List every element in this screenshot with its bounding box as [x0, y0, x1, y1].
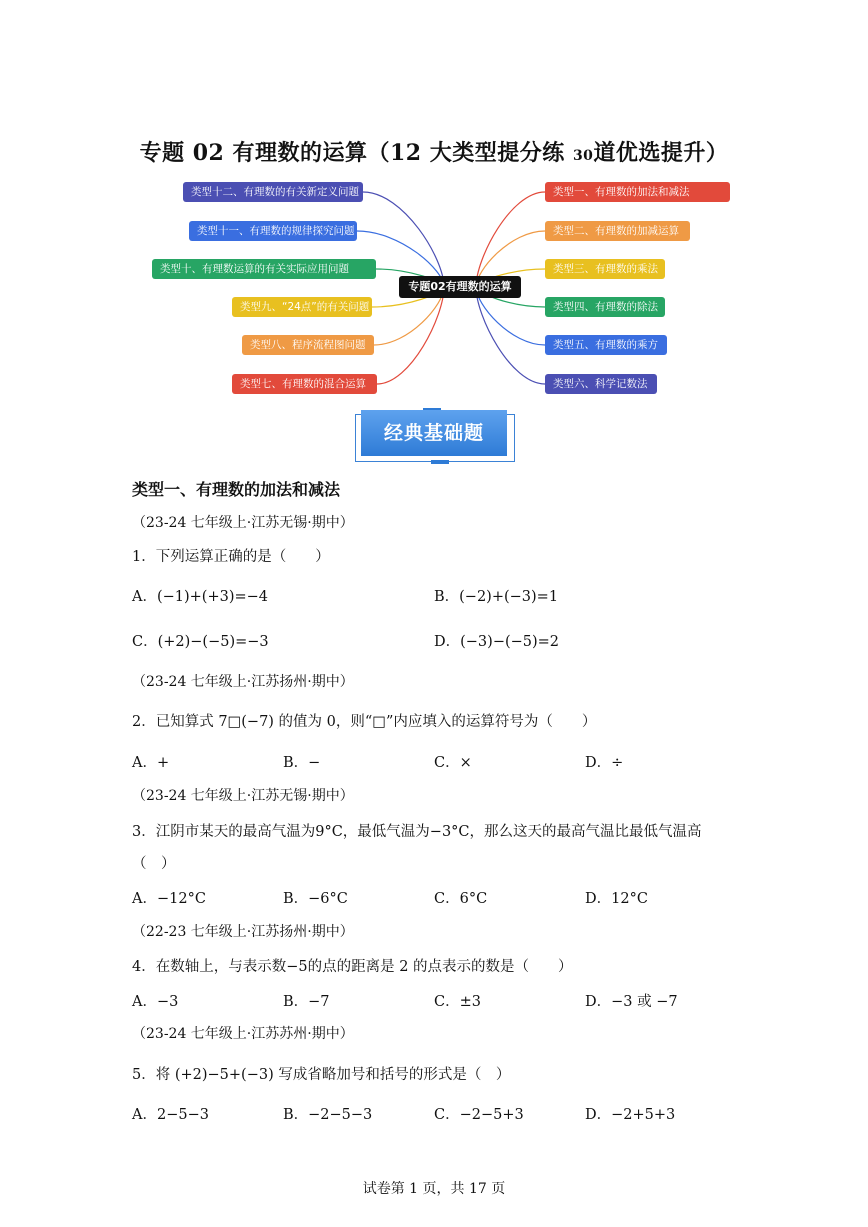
question-stem: 5．将 (+2)−5+(−3) 写成省略加号和括号的形式是（ ）	[132, 1067, 511, 1083]
option-d: D．÷	[585, 755, 624, 771]
question-source: （23-24 七年级上·江苏苏州·期中）	[132, 1026, 354, 1042]
option-c: C．±3	[434, 994, 481, 1010]
mind-map-center: 专题02有理数的运算	[399, 276, 521, 298]
page-title	[0, 136, 868, 167]
question-source: （23-24 七年级上·江苏无锡·期中）	[132, 515, 354, 531]
option-a: A．2−5−3	[132, 1107, 209, 1123]
option-b: B．(−2)+(−3)=1	[434, 589, 559, 605]
question-source: （23-24 七年级上·江苏扬州·期中）	[132, 674, 354, 690]
option-b: B．−	[283, 755, 321, 771]
mind-map-node-left-3: 类型十、有理数运算的有关实际应用问题	[152, 259, 376, 279]
mind-map-node-right-5: 类型五、有理数的乘方	[545, 335, 667, 355]
question-source: （23-24 七年级上·江苏无锡·期中）	[132, 788, 354, 804]
option-a: A．(−1)+(+3)=−4	[132, 589, 269, 605]
option-c: C．×	[434, 755, 472, 771]
option-d: D．−3 或 −7	[585, 994, 678, 1010]
mind-map-connector-right-6	[476, 287, 545, 384]
option-a: A．−12°C	[132, 891, 206, 907]
mind-map-connector-left-6	[377, 287, 444, 384]
option-b: B．−2−5−3	[283, 1107, 373, 1123]
mind-map-node-right-4: 类型四、有理数的除法	[545, 297, 665, 317]
mind-map-node-left-2: 类型十一、有理数的规律探究问题	[189, 221, 357, 241]
option-a: A．−3	[132, 994, 179, 1010]
option-d: D．−2+5+3	[585, 1107, 676, 1123]
mind-map	[150, 178, 740, 400]
title-count: 30	[572, 148, 594, 164]
option-d: D．12°C	[585, 891, 648, 907]
mind-map-node-right-2: 类型二、有理数的加减运算	[545, 221, 690, 241]
question-stem: 4．在数轴上，与表示数−5的点的距离是 2 的点表示的数是（ ）	[132, 959, 573, 975]
option-c: C．(+2)−(−5)=−3	[132, 634, 269, 650]
question-source: （22-23 七年级上·江苏扬州·期中）	[132, 924, 354, 940]
question-stem: 2．已知算式 7□(−7) 的值为 0，则“□”内应填入的运算符号为（ ）	[132, 714, 597, 730]
mind-map-node-right-1: 类型一、有理数的加法和减法	[545, 182, 730, 202]
option-c: C．6°C	[434, 891, 488, 907]
mind-map-node-left-5: 类型八、程序流程图问题	[242, 335, 374, 355]
banner-label: 经典基础题	[361, 410, 507, 456]
mind-map-node-left-6: 类型七、有理数的混合运算	[232, 374, 377, 394]
mind-map-node-right-6: 类型六、科学记数法	[545, 374, 657, 394]
section-heading: 类型一、有理数的加法和减法	[132, 480, 341, 499]
question-stem: 3．江阴市某天的最高气温为9°C，最低气温为−3°C，那么这天的最高气温比最低气温高	[132, 824, 702, 840]
option-b: B．−7	[283, 994, 330, 1010]
option-b: B．−6°C	[283, 891, 348, 907]
mind-map-node-left-1: 类型十二、有理数的有关新定义问题	[183, 182, 363, 202]
option-d: D．(−3)−(−5)=2	[434, 634, 560, 650]
mind-map-node-right-3: 类型三、有理数的乘法	[545, 259, 665, 279]
title-tail: 道优选提升）	[593, 140, 729, 166]
option-a: A．+	[132, 755, 170, 771]
title-main: 专题 02 有理数的运算（12 大类型提分练	[139, 140, 573, 166]
question-stem-cont: （ ）	[132, 856, 176, 872]
option-c: C．−2−5+3	[434, 1107, 524, 1123]
page-footer: 试卷第 1 页，共 17 页	[362, 1181, 506, 1197]
mind-map-node-left-4: 类型九、“24点”的有关问题	[232, 297, 372, 317]
classic-basics-banner	[355, 408, 515, 464]
question-stem: 1．下列运算正确的是（ ）	[132, 549, 330, 565]
